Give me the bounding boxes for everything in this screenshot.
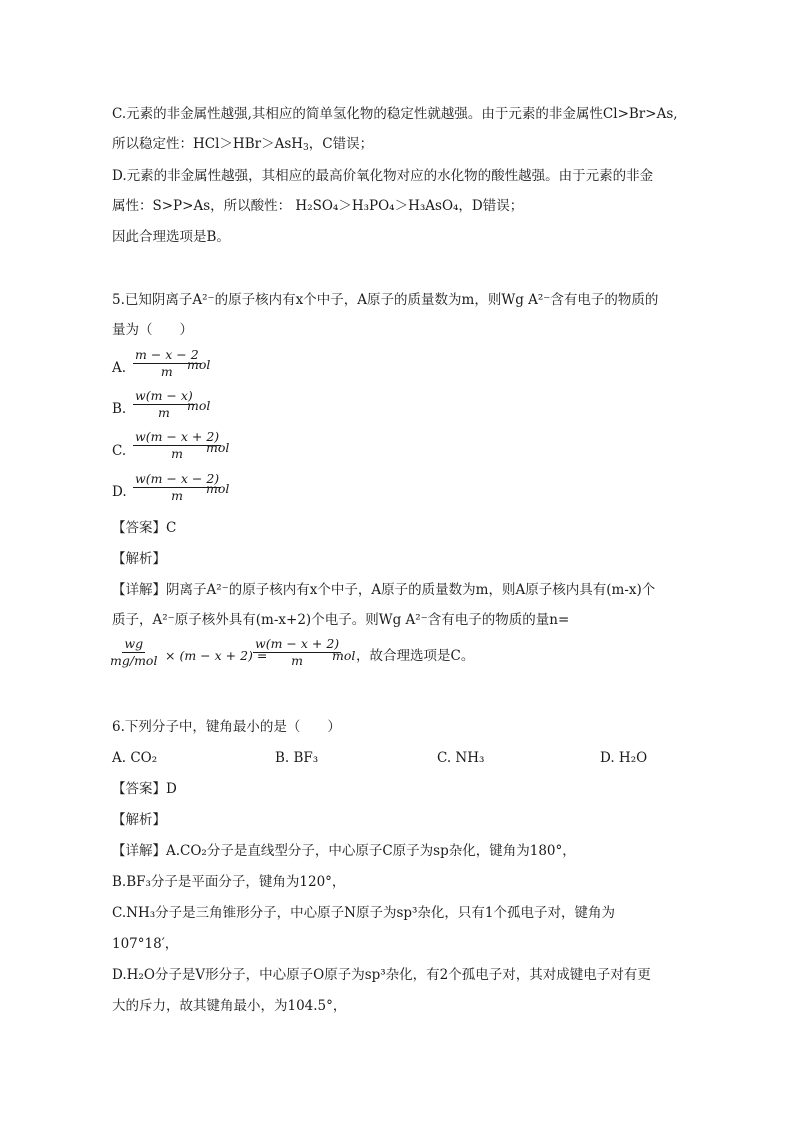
q6-option-a: A. CO₂: [112, 750, 158, 766]
q6-answer: 【答案】D: [112, 781, 177, 797]
section-c-line2: 所以稳定性：HCl＞HBr＞AsH$_3$，C错误；: [112, 136, 374, 153]
q5-detail-line2: 质子，A²⁻原子核外具有(m-x+2)个电子。则Wg A²⁻含有电子的物质的量n=: [112, 612, 570, 628]
q5-formula-fraction2: $\frac{w(m - x + 2)}{m}$: [255, 636, 340, 668]
q5-stem-line2: 量为（ ）: [112, 322, 193, 338]
q6-detail-b: B.BF₃分子是平面分子，键角为120°，: [112, 874, 346, 890]
q6-stem: 6.下列分子中，键角最小的是（ ）: [112, 719, 341, 735]
q5-stem-line1: 5.已知阴离子A²⁻的原子核内有x个中子，A原子的质量数为m，则Wg A²⁻含有电子的物质的: [112, 292, 659, 308]
q5-answer: 【答案】C: [112, 520, 177, 536]
document-page: C.元素的非金属性越强,其相应的简单氢化物的稳定性就越强。由于元素的非金属性Cl>Br>As, 所以稳定性：HCl＞HBr＞AsH$_3$，C错误； D.元素的非金属性越强，其相应的最高价氧化物对应的水化物的酸性越强。由于元素的非金 属性：S>P>As，所以酸性： H₂SO₄＞H₃PO₄＞H₃AsO₄，D错误； 因此合理选项是B。 5.已知阴离子A²⁻的原子核内有x个中子，A原子的质量数为m，则Wg A²⁻含有电子的物质的 量为（ ） A. $\frac{m - x - 2}{m}$ mol B. $\frac{w(m - x)}{m}$ mol C. $\frac{w(m - x + 2)}{m}$ mol D. $\frac{w(m - x - 2)}{m}$ mol 【答案】C 【解析】 【详解】阴离子A²⁻的原子核内有x个中子，A原子的质量数为m，则A原子核内具有(m-x)个 质子，A²⁻原子核外具有(m-x+2)个电子。则Wg A²⁻含有电子的物质的量n= wg mg/mol × (m − x + 2) = $\frac{w(m - x + 2)}{m}$ mol ，故合理选项是C。 6.下列分子中，键角最小的是（ ） A. CO₂ B. BF₃ C. NH₃ D. H₂O 【答案】D 【解析】 【详解】A.CO₂分子是直线型分子，中心原子C原子为sp杂化，键角为180°， B.BF₃分子是平面分子，键角为120°， C.NH₃分子是三角锥形分子，中心原子N原子为sp³杂化，只有1个孤电子对，键角为 107°18′， D.H₂O分子是V形分子，中心原子O原子为sp³杂化，有2个孤电子对，其对成键电子对有更 大的斥力，故其键角最小，为104.5°，: [110, 106, 678, 1014]
q6-option-b: B. BF₃: [275, 750, 319, 766]
q6-detail-d1: D.H₂O分子是V形分子，中心原子O原子为sp³杂化，有2个孤电子对，其对成键电子对有更: [112, 967, 651, 983]
q5-option-b-fraction: $\frac{w(m - x)}{m}$: [135, 388, 193, 420]
q5-detail-line1: 【详解】阴离子A²⁻的原子核内有x个中子，A原子的质量数为m，则A原子核内具有(m-x)个: [112, 582, 656, 598]
q6-detail-c1: C.NH₃分子是三角锥形分子，中心原子N原子为sp³杂化，只有1个孤电子对，键角为: [112, 905, 616, 921]
section-d-line3: 因此合理选项是B。: [112, 229, 230, 245]
q5-option-d-fraction: $\frac{w(m - x - 2)}{m}$: [135, 471, 220, 503]
q6-detail-c2: 107°18′，: [112, 936, 179, 952]
section-d-line2: 属性：S>P>As，所以酸性： H₂SO₄＞H₃PO₄＞H₃AsO₄，D错误；: [112, 198, 524, 214]
q6-detail-a: 【详解】A.CO₂分子是直线型分子，中心原子C原子为sp杂化，键角为180°，: [112, 843, 576, 859]
q6-analysis-heading: 【解析】: [112, 812, 166, 828]
q6-option-c: C. NH₃: [437, 750, 485, 766]
q5-analysis-heading: 【解析】: [112, 551, 166, 567]
q5-formula-fraction1: wg mg/mol: [110, 636, 158, 668]
q5-formula-times: × (m − x + 2) =: [165, 648, 268, 663]
section-d-line1: D.元素的非金属性越强，其相应的最高价氧化物对应的水化物的酸性越强。由于元素的非金: [112, 168, 654, 184]
q5-option-c-fraction: $\frac{w(m - x + 2)}{m}$: [135, 429, 220, 461]
q6-option-d: D. H₂O: [600, 750, 648, 766]
section-c-line1: C.元素的非金属性越强,其相应的简单氢化物的稳定性就越强。由于元素的非金属性Cl>Br>As,: [112, 106, 678, 122]
q5-option-a-fraction: $\frac{m - x - 2}{m}$: [135, 347, 199, 379]
q6-detail-d2: 大的斥力，故其键角最小，为104.5°，: [112, 998, 347, 1014]
